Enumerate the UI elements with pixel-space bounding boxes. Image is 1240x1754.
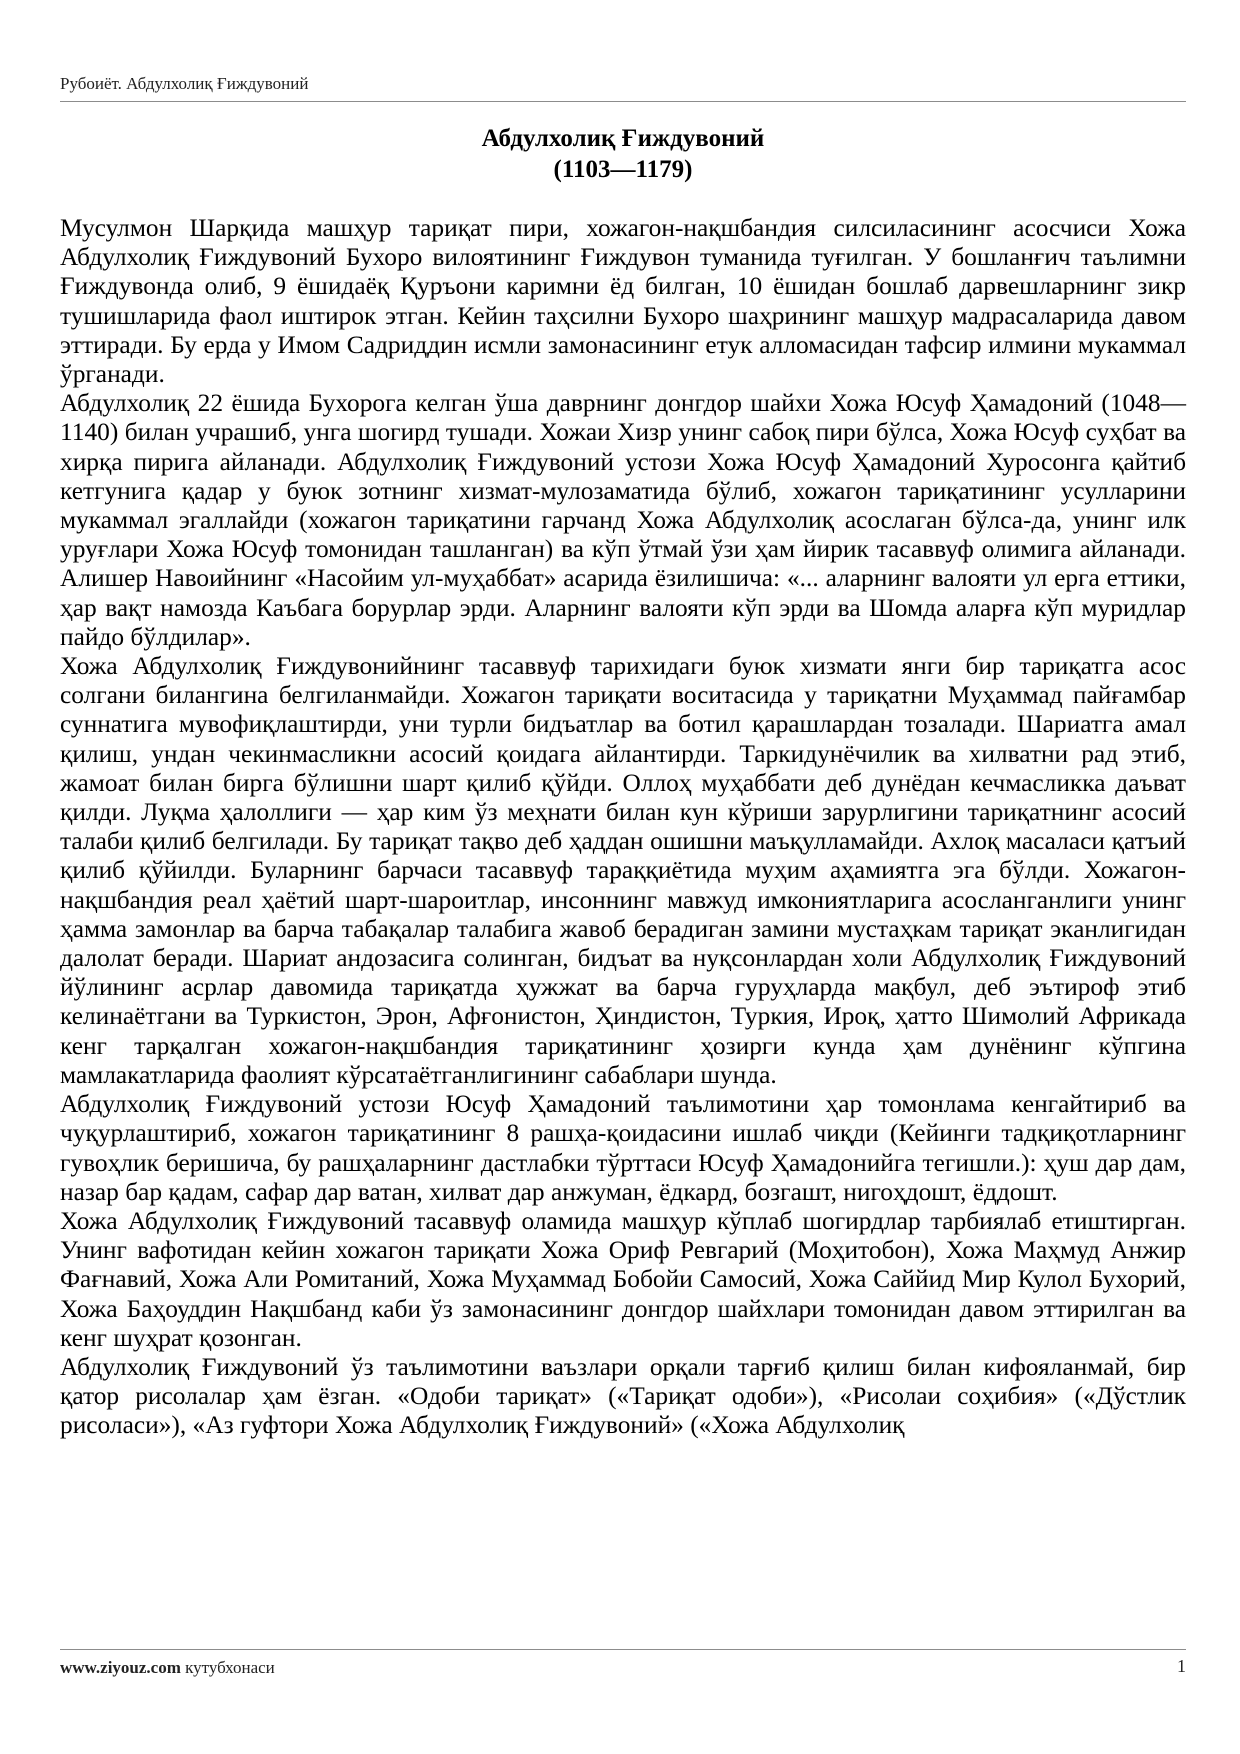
paragraph-2: Абдулхолиқ 22 ёшида Бухорога келган ўша даврнинг донгдор шайхи Хожа Юсуф Ҳамадоний (1048—1140) билан учрашиб, унга шогирд тушади. Хожаи Хизр унинг сабоқ пири бўлса, Хожа Юсуф суҳбат ва хирқа пирига айланади. Абдулхолиқ Ғиждувоний устози Хожа Юсуф Ҳамадоний Хуросонга қайтиб кетгунига қадар у буюк зотнинг хизмат-мулозаматида бўлиб, хожагон тариқатининг усулларини мукаммал эгаллайди (хожагон тариқатини гарчанд Хожа Абдулхолиқ асослаган бўлса-да, унинг илк уруғлари Хожа Юсуф томонидан ташланган) ва кўп ўтмай ўзи ҳам йирик тасаввуф олимига айланади. Алишер Навоийнинг «Насойим ул-муҳаббат» асарида ёзилишича: «... аларнинг валояти ул ерга еттики, ҳар вақт намозда Каъбага борурлар эрди. Аларнинг валояти кўп эрди ва Шомда аларға кўп муридлар пайдо бўлдилар». bbox=[60, 389, 1186, 651]
paragraph-3: Хожа Абдулхолиқ Ғиждувонийнинг тасаввуф тарихидаги буюк хизмати янги бир тариқатга асос солгани билангина белгиланмайди. Хожагон тариқати воситасида у тариқатни Муҳаммад пайғамбар суннатига мувофиқлаштирди, уни турли бидъатлар ва ботил қарашлардан тозалади. Шариатга амал қилиш, ундан чекинмасликни асосий қоидага айлантирди. Таркидунёчилик ва хилватни рад этиб, жамоат билан бирга бўлишни шарт қилиб қўйди. Оллоҳ муҳаббати деб дунёдан кечмасликка даъват қилди. Луқма ҳалоллиги — ҳар ким ўз меҳнати билан кун кўриши зарурлигини тариқатнинг асосий талаби қилиб белгилади. Бу тариқат тақво деб ҳаддан ошишни маъқулламайди. Ахлоқ масаласи қатъий қилиб қўйилди. Буларнинг барчаси тасаввуф тараққиётида муҳим аҳамиятга эга бўлди. Хожагон-нақшбандия реал ҳаётий шарт-шароитлар, инсоннинг мавжуд имкониятларига асосланганлиги унинг ҳамма замонлар ва барча табақалар талабига жавоб берадиган замини мустаҳкам тариқат эканлигидан далолат беради. Шариат андозасига солинган, бидъат ва нуқсонлардан холи Абдулхолиқ Ғиждувоний йўлининг асрлар давомида тариқатда ҳужжат ва барча гуруҳларда мақбул, деб эътироф этиб келинаётгани ва Туркистон, Эрон, Афғонистон, Ҳиндистон, Туркия, Ироқ, ҳатто Шимолий Африкада кенг тарқалган хожагон-нақшбандия тариқатининг ҳозирги кунда ҳам дунёнинг кўпгина мамлакатларида фаолият кўрсатаётганлигининг сабаблари шунда. bbox=[60, 652, 1186, 1089]
footer-site: www.ziyouz.com bbox=[60, 1658, 181, 1677]
paragraph-4: Абдулхолиқ Ғиждувоний устози Юсуф Ҳамадоний таълимотини ҳар томонлама кенгайтириб ва чуқурлаштириб, хожагон тариқатининг 8 рашҳа-қоидасини ишлаб чиқди (Кейинги тадқиқотларнинг гувоҳлик беришича, бу рашҳаларнинг дастлабки тўрттаси Юсуф Ҳамадонийга тегишли.): ҳуш дар дам, назар бар қадам, сафар дар ватан, хилват дар анжуман, ёдкард, бозгашт, нигоҳдошт, ёддошт. bbox=[60, 1090, 1186, 1206]
paragraph-6: Абдулхолиқ Ғиждувоний ўз таълимотини ваъзлари орқали тарғиб қилиш билан кифояланмай, бир қатор рисолалар ҳам ёзган. «Одоби тариқат» («Тариқат одоби»), «Рисолаи соҳибия» («Дўстлик рисоласи»), «Аз гуфтори Хожа Абдулхолиқ Ғиждувоний» («Хожа Абдулхолиқ bbox=[60, 1352, 1186, 1440]
article-years: (1103—1179) bbox=[553, 156, 693, 183]
paragraph-1: Мусулмон Шарқида машҳур тариқат пири, хожагон-нақшбандия силсиласининг асосчиси Хожа Абдулхолиқ Ғиждувоний Бухоро вилоятининг Ғиждувон туманида туғилган. У бошланғич таълимни Ғиждувонда олиб, 9 ёшидаёқ Қуръони каримни ёд билган, 10 ёшидан бошлаб дарвешларнинг зикр тушишларида фаол иштирок этган. Кейин таҳсилни Бухоро шаҳрининг машҳур мадрасаларида давом эттиради. Бу ерда у Имом Садриддин исмли замонасининг етук алломасидан тафсир илмини мукаммал ўрганади. bbox=[60, 214, 1186, 389]
running-header: Рубоиёт. Абдулхолиқ Ғиждувоний bbox=[60, 74, 309, 93]
paragraph-5: Хожа Абдулхолиқ Ғиждувоний тасаввуф оламида машҳур кўплаб шогирдлар тарбиялаб етиштирган. Унинг вафотидан кейин хожагон тариқати Хожа Ориф Ревгарий (Моҳитобон), Хожа Маҳмуд Анжир Фағнавий, Хожа Али Ромитаний, Хожа Муҳаммад Бобойи Самосий, Хожа Саййид Мир Кулол Бухорий, Хожа Баҳоуддин Нақшбанд каби ўз замонасининг донгдор шайхлари томонидан давом эттирилган ва кенг шуҳрат қозонган. bbox=[60, 1206, 1186, 1352]
article-body bbox=[60, 214, 1186, 1441]
footer-divider bbox=[60, 1649, 1186, 1650]
article-title-block bbox=[60, 123, 1186, 185]
page-number: 1 bbox=[1177, 1656, 1186, 1676]
footer-source bbox=[60, 1658, 275, 1678]
header-divider bbox=[60, 101, 1186, 102]
article-title: Абдулхолиқ Ғиждувоний bbox=[481, 125, 765, 152]
footer-library-label: кутубхонаси bbox=[185, 1658, 275, 1677]
